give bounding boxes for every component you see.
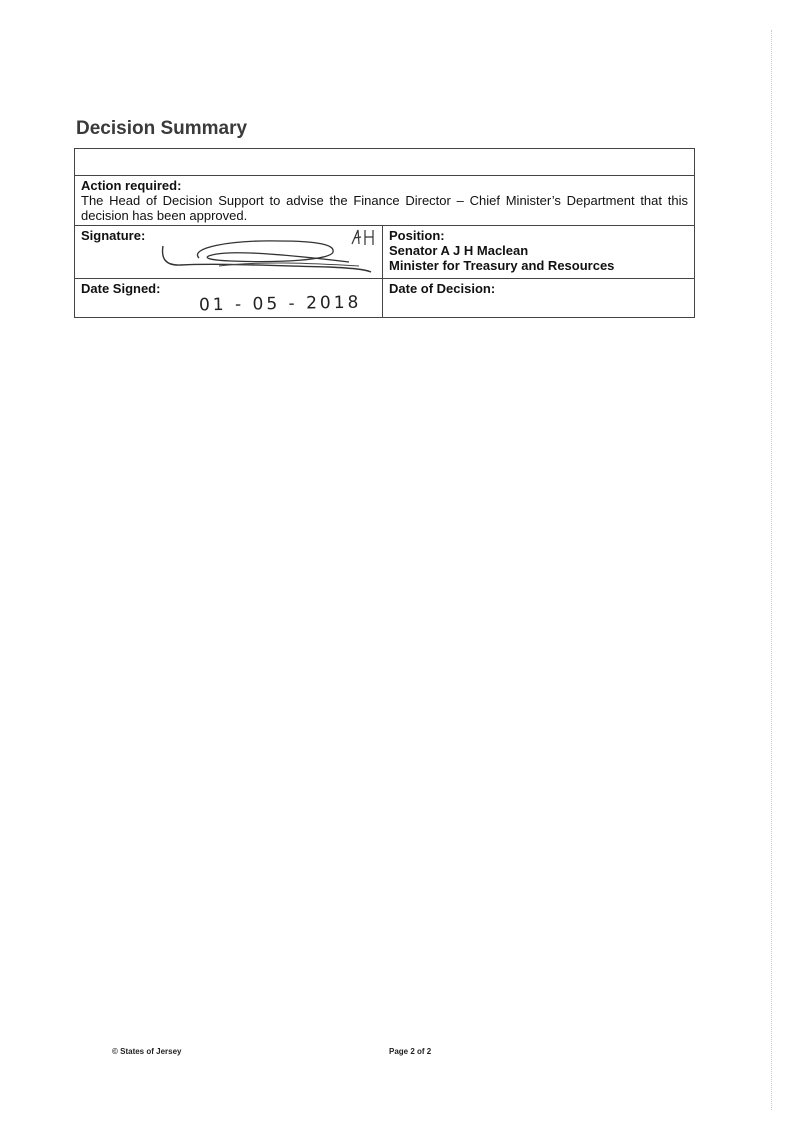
position-holder-name: Senator A J H Maclean: [389, 243, 529, 258]
position-holder-role: Minister for Treasury and Resources: [389, 258, 615, 273]
action-label: Action required:: [81, 178, 182, 193]
position-label: Position:: [389, 228, 445, 243]
date-signed-cell: [75, 279, 383, 318]
handwritten-signature: [159, 236, 375, 276]
footer-copyright: © States of Jersey: [112, 1047, 182, 1056]
date-row: [75, 279, 695, 318]
blank-row: [75, 149, 695, 176]
page-edge-mark: [771, 30, 773, 1110]
action-row: [75, 176, 695, 226]
date-of-decision-cell: [383, 279, 695, 318]
signature-row: [75, 226, 695, 279]
date-signed-value: 01 - 05 - 2018: [198, 292, 362, 316]
action-cell: [75, 176, 695, 226]
position-cell: [383, 226, 695, 279]
action-text: The Head of Decision Support to advise the Finance Director – Chief Minister’s Department that this decision has been approved.: [81, 193, 688, 223]
footer-page-number: Page 2 of 2: [389, 1047, 432, 1056]
signature-cell: [75, 226, 383, 279]
decision-summary-table: [74, 148, 695, 318]
date-of-decision-label: Date of Decision:: [389, 281, 496, 296]
document-title: Decision Summary: [76, 118, 248, 139]
signature-label: Signature:: [81, 228, 146, 243]
blank-cell: [75, 149, 695, 176]
handwritten-initials: [350, 228, 376, 248]
date-signed-label: Date Signed:: [81, 281, 161, 296]
